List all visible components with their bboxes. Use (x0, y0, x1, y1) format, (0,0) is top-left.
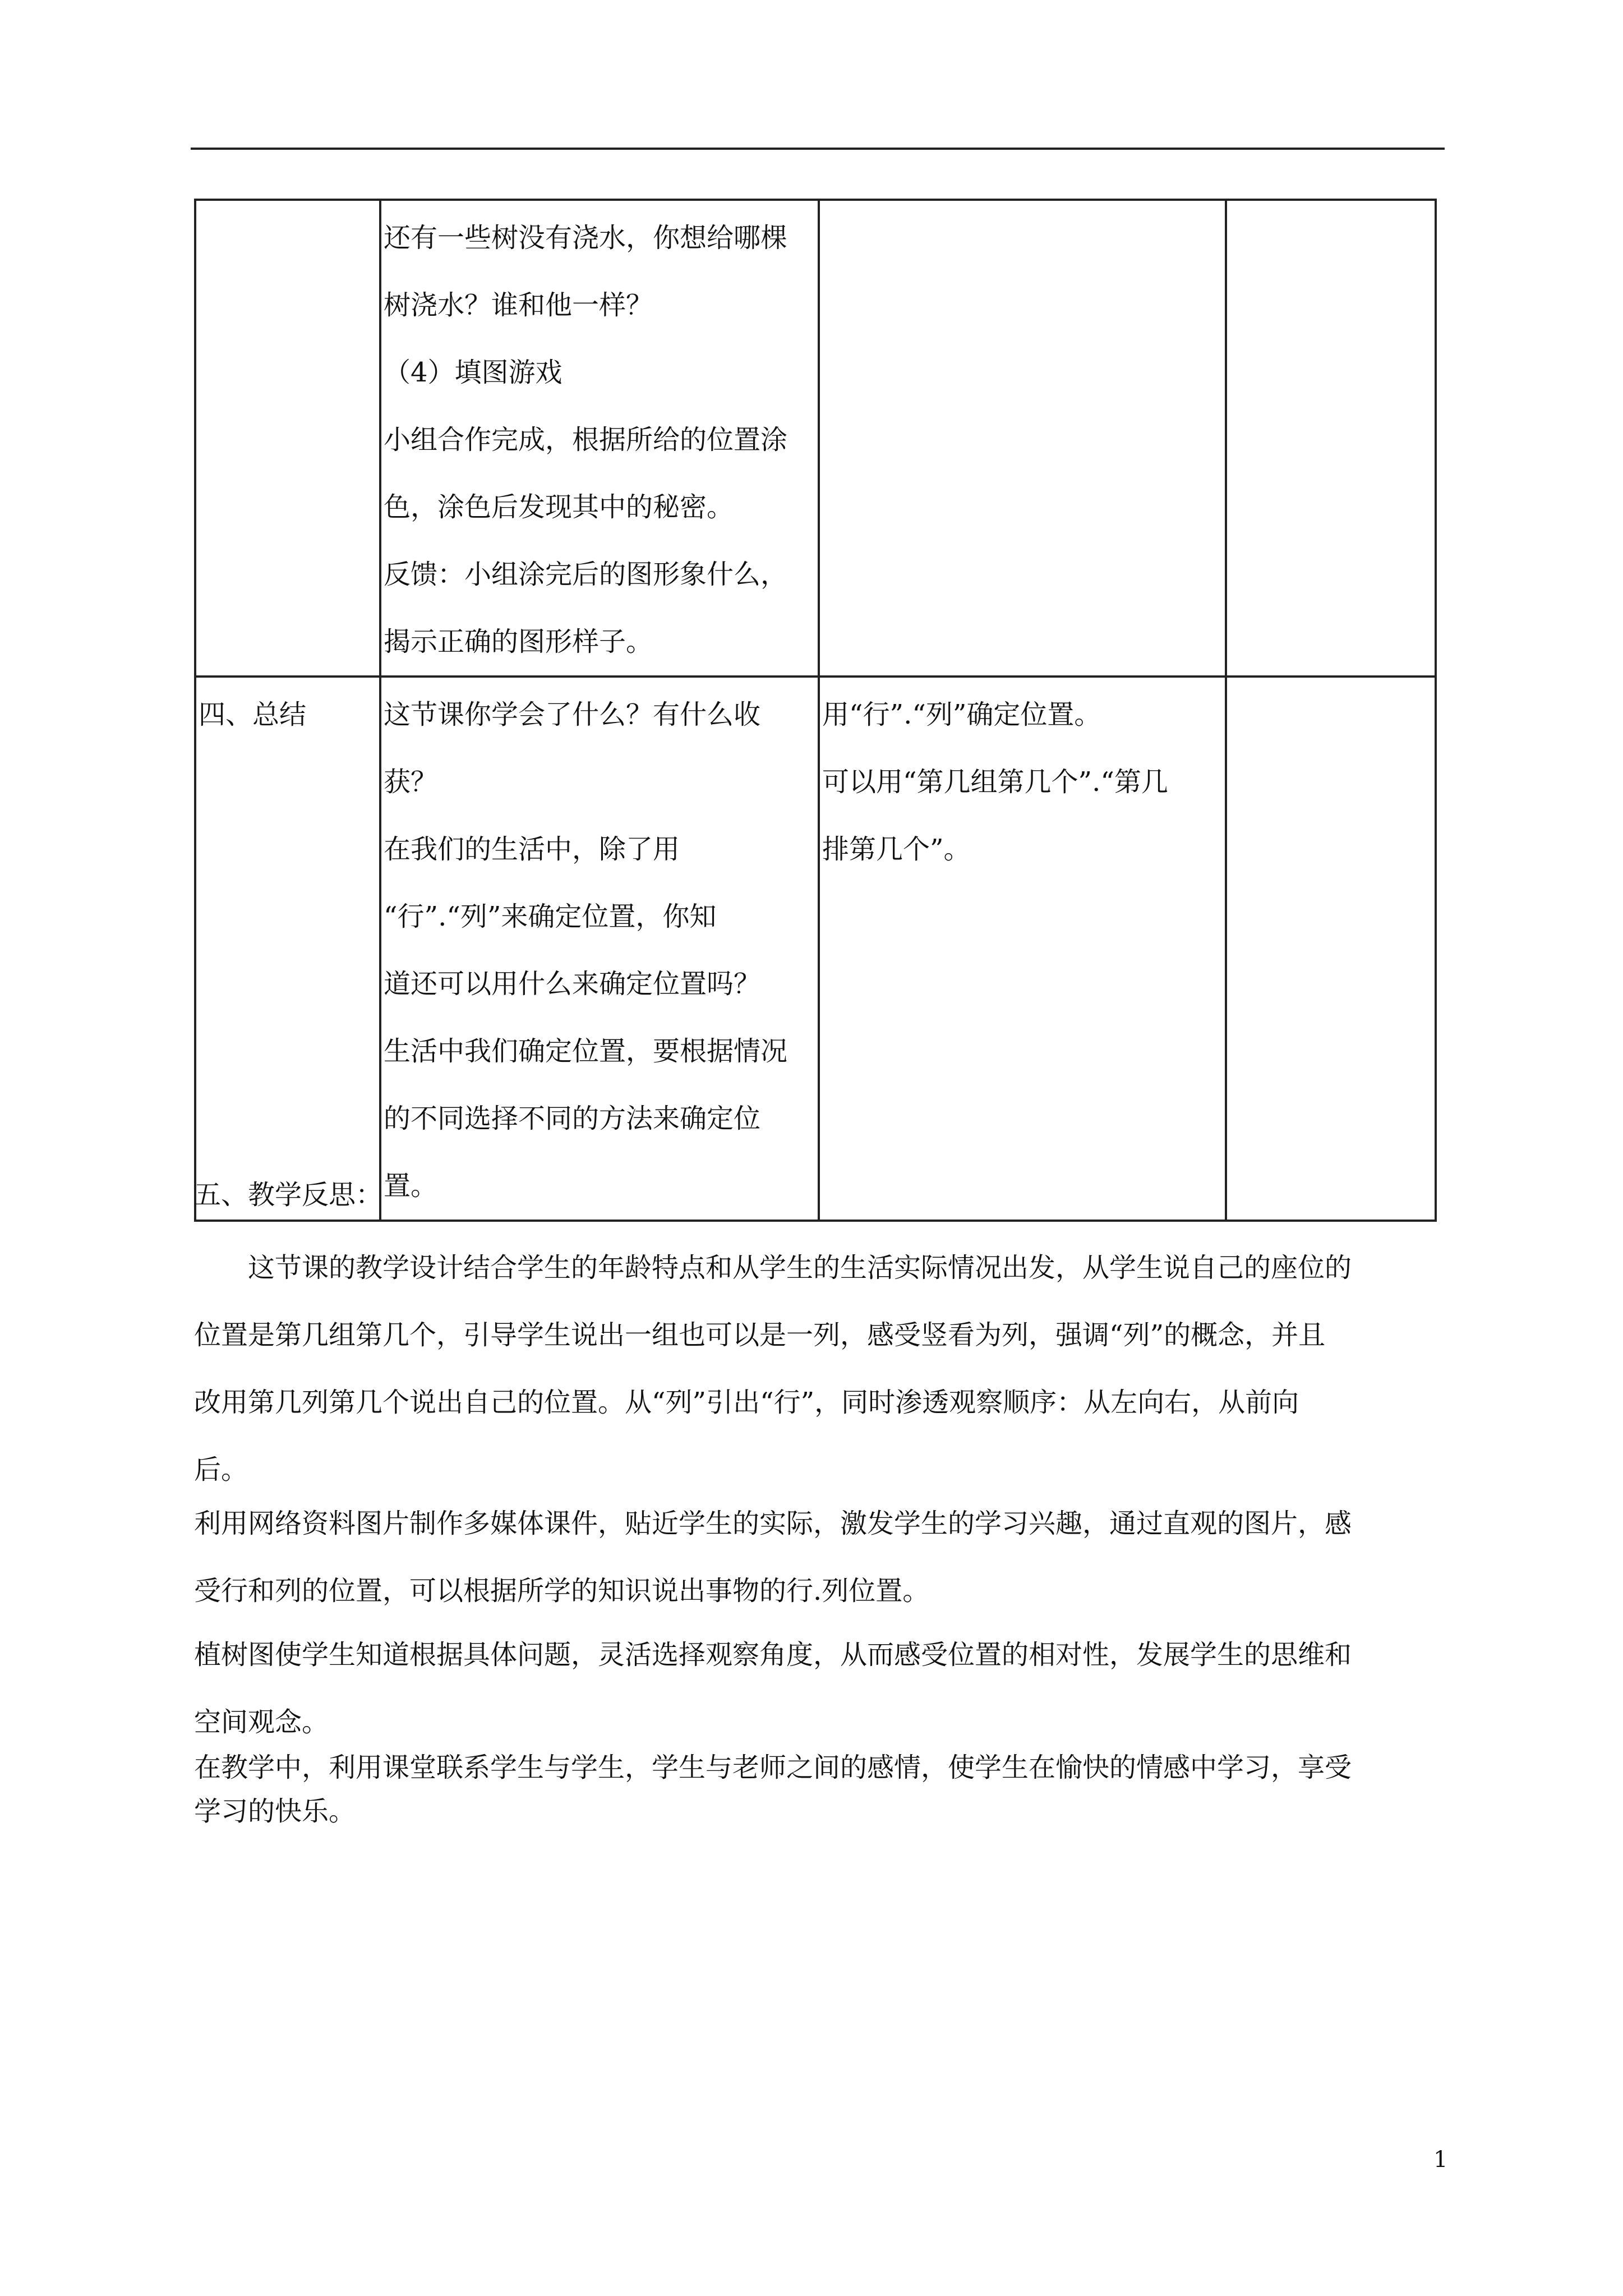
student-activity-cell (819, 200, 1226, 677)
text-line: 植树图使学生知道根据具体问题，灵活选择观察角度，从而感受位置的相对性，发展学生的思维和 (194, 1639, 1352, 1671)
text-line: 这节课你学会了什么？有什么收 (384, 699, 761, 730)
text-line: 利用网络资料图片制作多媒体课件，贴近学生的实际，激发学生的学习兴趣，通过直观的图片，感 (194, 1508, 1352, 1539)
text-line: 小组合作完成，根据所给的位置涂 (384, 424, 788, 455)
reflection-paragraph (194, 1490, 1446, 1625)
text-line: 反馈：小组涂完后的图形象什么， (384, 559, 788, 590)
lesson-plan-table (194, 199, 1437, 1222)
text-line: 揭示正确的图形样子。 (384, 626, 653, 657)
text-line: 还有一些树没有浇水，你想给哪棵 (384, 222, 788, 254)
text-line: 空间观念。 (194, 1706, 329, 1738)
notes-cell (1226, 677, 1436, 1221)
teacher-activity-cell (380, 200, 819, 677)
text-line: 后。 (194, 1454, 248, 1485)
text-line: 的不同选择不同的方法来确定位 (384, 1103, 761, 1134)
reflection-title: 五、教学反思： (194, 1179, 383, 1211)
text-line: 受行和列的位置，可以根据所学的知识说出事物的行.列位置。 (194, 1575, 930, 1607)
text-line: 色，涂色后发现其中的秘密。 (384, 491, 734, 523)
teacher-activity-cell (380, 677, 819, 1221)
reflection-paragraph (194, 1621, 1446, 1756)
reflection-paragraph (194, 1234, 1446, 1503)
stage-cell (194, 677, 383, 1221)
reflection-paragraph (194, 1746, 1446, 1833)
text-line: 在我们的生活中，除了用 (384, 834, 680, 865)
text-line: （4）填图游戏 (384, 357, 562, 388)
text-line: 获？ (384, 766, 438, 798)
text-line: 位置是第几组第几个，引导学生说出一组也可以是一列，感受竖看为列，强调“列”的概念，并且 (194, 1319, 1326, 1351)
notes-cell (1226, 200, 1436, 677)
text-line: 用“行”.“列”确定位置。 (822, 699, 1101, 730)
text-line: 改用第几列第几个说出自己的位置。从“列”引出“行”，同时渗透观察顺序：从左向右，从前向 (194, 1387, 1299, 1418)
table-row (195, 200, 1436, 677)
page-number: 1 (1433, 2147, 1448, 2173)
student-activity-cell (819, 677, 1226, 1221)
text-line: 学习的快乐。 (194, 1796, 356, 1827)
text-line: 生活中我们确定位置，要根据情况 (384, 1036, 788, 1067)
stage-cell (195, 200, 380, 677)
text-line: 道还可以用什么来确定位置吗？ (384, 968, 761, 1000)
text-line: 可以用“第几组第几个”.“第几 (822, 766, 1168, 798)
text-line: 在教学中，利用课堂联系学生与学生，学生与老师之间的感情，使学生在愉快的情感中学习，享受 (194, 1752, 1352, 1783)
table-row (195, 677, 1436, 1221)
stage-label: 四、总结 (199, 699, 307, 730)
text-line: 排第几个”。 (822, 834, 971, 865)
header-rule (191, 148, 1445, 150)
text-line: 这节课的教学设计结合学生的年龄特点和从学生的生活实际情况出发，从学生说自己的座位的 (194, 1252, 1352, 1283)
text-line: 树浇水？谁和他一样？ (384, 289, 653, 321)
text-line: 置。 (384, 1170, 438, 1202)
text-line: “行”.“列”来确定位置，你知 (384, 901, 717, 932)
